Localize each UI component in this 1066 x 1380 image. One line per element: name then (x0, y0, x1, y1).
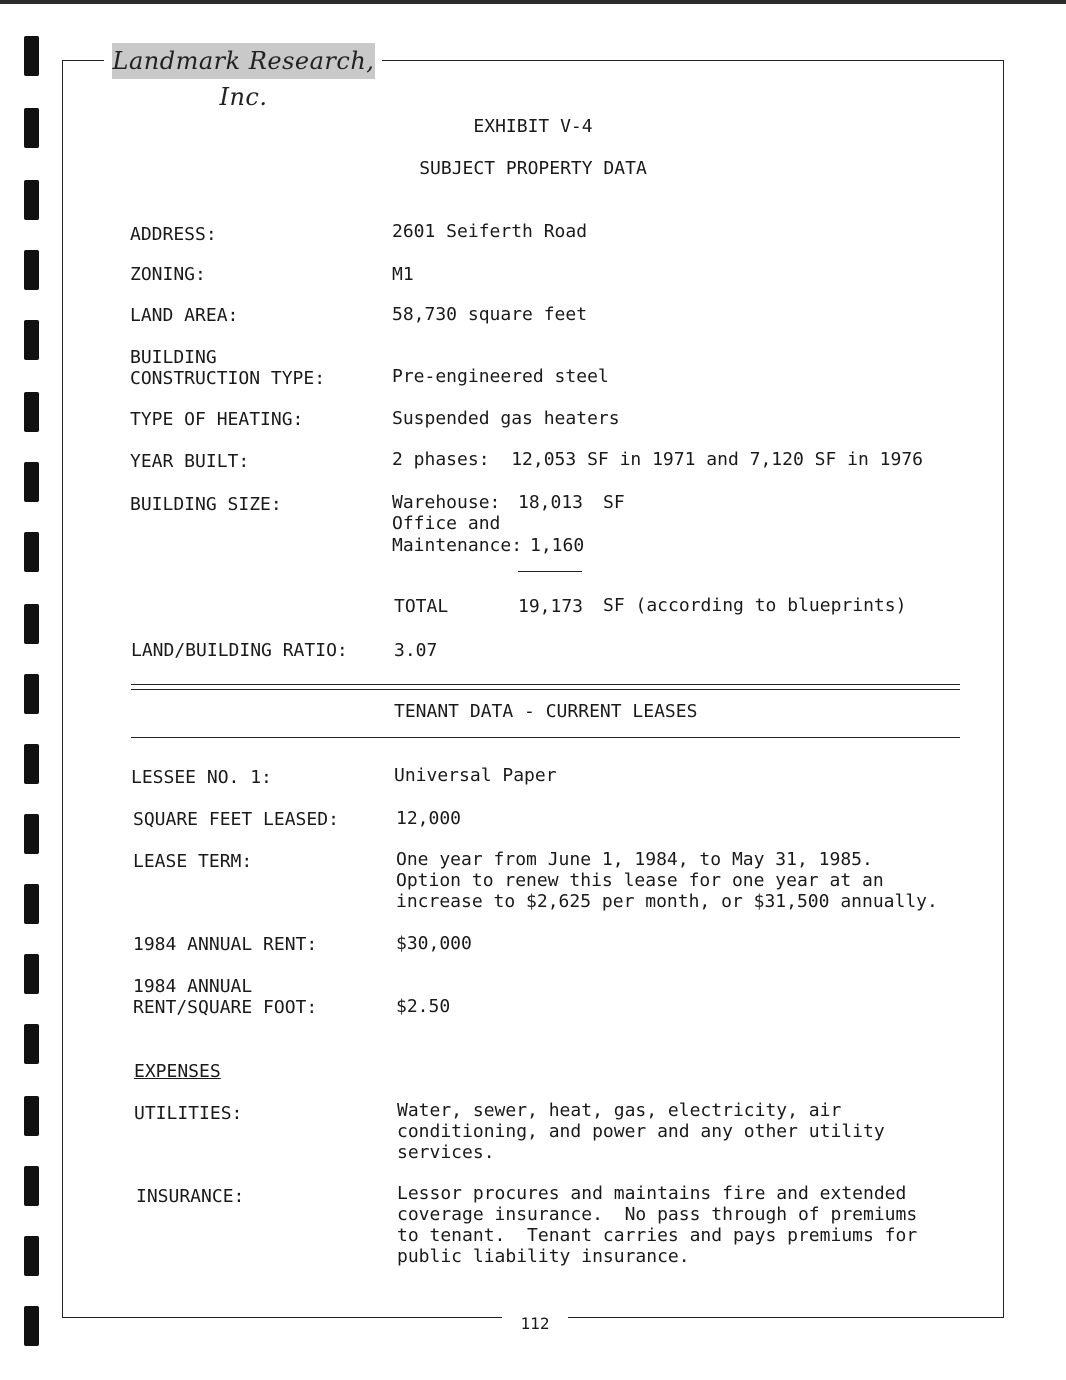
binder-hole-mark (24, 532, 39, 572)
company-logo: Landmark Research, Inc. (112, 43, 375, 79)
binder-hole-mark (24, 1166, 39, 1206)
lease-term-label: LEASE TERM: (133, 851, 253, 872)
warehouse-unit: SF (603, 492, 625, 513)
lease-term-value: One year from June 1, 1984, to May 31, 1985. Option to renew this lease for one year at an increase to $2,625 per month, or $31,500 annually. (396, 849, 938, 912)
year-built-value: 2 phases: 12,053 SF in 1971 and 7,120 SF in 1976 (392, 449, 924, 470)
binder-hole-mark (24, 250, 39, 290)
annual-rent-label: 1984 ANNUAL RENT: (133, 934, 318, 955)
lessee-value: Universal Paper (394, 765, 557, 786)
binder-hole-mark (24, 744, 39, 784)
total-label: TOTAL (394, 596, 449, 617)
double-divider (131, 684, 960, 690)
insurance-value: Lessor procures and maintains fire and extended coverage insurance. No pass through of premiums to tenant. Tenant carries and pays premiums for public liability insurance. (397, 1183, 918, 1267)
binder-hole-mark (24, 180, 39, 220)
land-building-ratio-label: LAND/BUILDING RATIO: (131, 640, 348, 661)
binder-hole-mark (24, 1024, 39, 1064)
construction-type-label: BUILDING CONSTRUCTION TYPE: (130, 347, 326, 389)
insurance-label: INSURANCE: (136, 1186, 245, 1207)
land-building-ratio-value: 3.07 (394, 640, 438, 661)
rent-per-square-foot-value: $2.50 (396, 996, 451, 1017)
address-value: 2601 Seiferth Road (392, 221, 588, 242)
land-area-value: 58,730 square feet (392, 304, 588, 325)
tenant-section-title: TENANT DATA - CURRENT LEASES (394, 701, 698, 722)
heating-type-label: TYPE OF HEATING: (130, 409, 304, 430)
total-note: SF (according to blueprints) (603, 595, 907, 616)
construction-type-value: Pre-engineered steel (392, 366, 609, 387)
binder-hole-mark (24, 674, 39, 714)
square-feet-leased-value: 12,000 (396, 808, 462, 829)
sum-rule (518, 571, 582, 572)
address-label: ADDRESS: (130, 224, 217, 245)
section-divider (131, 737, 960, 738)
binder-hole-mark (24, 320, 39, 360)
utilities-value: Water, sewer, heat, gas, electricity, air conditioning, and power and any other utility services. (397, 1100, 885, 1163)
maintenance-label: Maintenance: (392, 535, 523, 556)
binder-hole-mark (24, 954, 39, 994)
binder-hole-mark (24, 814, 39, 854)
rent-per-square-foot-label: 1984 ANNUAL RENT/SQUARE FOOT: (133, 976, 318, 1018)
total-value: 19,173 (518, 596, 584, 617)
binder-hole-mark (24, 392, 39, 432)
page-top-edge (0, 0, 1066, 4)
page-number: 112 (520, 1314, 550, 1333)
binder-hole-mark (24, 36, 39, 76)
binder-hole-mark (24, 1306, 39, 1346)
expenses-heading: EXPENSES (134, 1061, 221, 1082)
land-area-label: LAND AREA: (130, 305, 239, 326)
binder-hole-mark (24, 108, 39, 148)
warehouse-label: Warehouse: (392, 492, 501, 513)
year-built-label: YEAR BUILT: (130, 451, 250, 472)
square-feet-leased-label: SQUARE FEET LEASED: (133, 809, 339, 830)
utilities-label: UTILITIES: (134, 1103, 243, 1124)
zoning-value: M1 (392, 264, 414, 285)
exhibit-subtitle: SUBJECT PROPERTY DATA (419, 158, 647, 179)
warehouse-value: 18,013 (518, 492, 584, 513)
heating-type-value: Suspended gas heaters (392, 408, 620, 429)
binder-hole-mark (24, 884, 39, 924)
binder-hole-mark (24, 1096, 39, 1136)
binder-hole-mark (24, 604, 39, 644)
maintenance-value: 1,160 (530, 535, 585, 556)
lessee-label: LESSEE NO. 1: (131, 767, 272, 788)
office-label: Office and (392, 513, 501, 534)
zoning-label: ZONING: (130, 264, 206, 285)
binder-hole-mark (24, 462, 39, 502)
exhibit-title: EXHIBIT V-4 (473, 116, 593, 137)
binder-hole-mark (24, 1236, 39, 1276)
building-size-label: BUILDING SIZE: (130, 494, 282, 515)
annual-rent-value: $30,000 (396, 933, 472, 954)
